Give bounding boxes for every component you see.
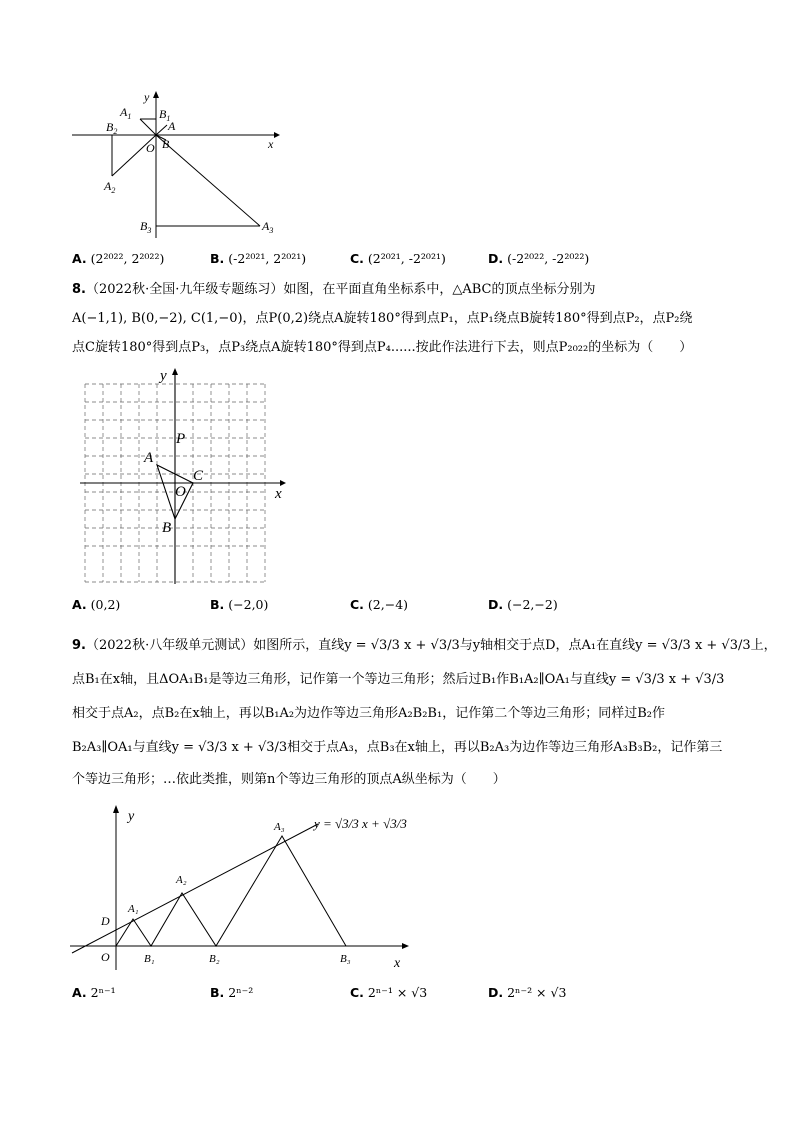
label-A1: A₁ (128, 903, 139, 915)
label-P: P (176, 431, 186, 447)
q8-option-d[interactable]: D. (−2,−2) (488, 597, 558, 612)
q9-line-5: 个等边三角形；…依此类推，则第n个等边三角形的顶点A纵坐标为（ ） (72, 772, 506, 787)
label-y: y (128, 809, 135, 824)
label-x: x (275, 486, 282, 502)
label-x: x (268, 137, 274, 151)
label-y: y (160, 368, 167, 384)
label-line-equation: y = √3/3 x + √3/3 (314, 816, 407, 831)
q8-option-b[interactable]: B. (−2,0) (210, 597, 269, 612)
label-y: y (144, 90, 150, 104)
q9-line-1: 9.（2022秋·八年级单元测试）如图所示，直线y = √3/3 x + √3/3与y轴相交于点D，点A₁在直线y = √3/3 x + √3/3上， (72, 638, 777, 653)
label-A1: $A_1$ (120, 105, 132, 121)
label-B1: $B_1$ (159, 107, 171, 123)
label-A: A (144, 450, 154, 466)
label-A3: A₃ (274, 821, 285, 833)
label-O: O (101, 950, 110, 964)
q7-option-b[interactable]: B. (-2²⁰²¹, 2²⁰²¹) (210, 251, 307, 266)
label-B1: B₁ (144, 953, 155, 965)
q8-line-2: A(−1,1), B(0,−2), C(1,−0)，点P(0,2)绕点A旋转180°得到点P₁，点P₁绕点B旋转180°得到点P₂，点P₂绕 (72, 311, 693, 326)
q9-line-4: B₂A₃∥OA₁与直线y = √3/3 x + √3/3相交于点A₃，点B₃在x轴上，再以B₂A₃为边作等边三角形A₃B₃B₂，记作第三 (72, 740, 723, 755)
figure-q8-grid (80, 366, 290, 586)
label-A3: $A_3$ (262, 219, 274, 235)
q9-option-a[interactable]: A. 2ⁿ⁻¹ (72, 985, 116, 1000)
q9-line-3: 相交于点A₂，点B₂在x轴上，再以B₁A₂为边作等边三角形A₂B₂B₁，记作第二个等边三角形；同样过B₂作 (72, 706, 665, 721)
label-A2: A₂ (176, 874, 187, 886)
label-B3: $B_3$ (140, 219, 152, 235)
q7-option-c[interactable]: C. (2²⁰²¹, -2²⁰²¹) (350, 251, 446, 266)
q9-line-2: 点B₁在x轴，且ΔOA₁B₁是等边三角形，记作第一个等边三角形；然后过B₁作B₁A₂∥OA₁与直线y = √3/3 x + √3/3 (72, 672, 725, 687)
figure-q9-triangles (68, 800, 420, 975)
q7-option-a[interactable]: A. (2²⁰²², 2²⁰²²) (72, 251, 165, 266)
q8-line-3: 点C旋转180°得到点P₃，点P₃绕点A旋转180°得到点P₄......按此作法进行下去，则点P₂₀₂₂的坐标为（ ） (72, 340, 693, 355)
figure-q7-rotation (70, 88, 290, 240)
label-O: O (146, 141, 155, 155)
label-O: O (175, 484, 186, 500)
label-B2: B₂ (209, 953, 220, 965)
label-D: D (101, 914, 110, 928)
q8-option-c[interactable]: C. (2,−4) (350, 597, 409, 612)
label-C: C (193, 468, 204, 484)
label-B: B (162, 137, 170, 151)
label-A2: $A_2$ (104, 179, 116, 195)
q8-option-a[interactable]: A. (0,2) (72, 597, 121, 612)
q9-option-d[interactable]: D. 2ⁿ⁻² × √3 (488, 985, 567, 1000)
q9-option-c[interactable]: C. 2ⁿ⁻¹ × √3 (350, 985, 428, 1000)
label-x: x (394, 956, 401, 971)
q7-option-d[interactable]: D. (-2²⁰²², -2²⁰²²) (488, 251, 590, 266)
label-B: B (162, 520, 172, 536)
q9-option-b[interactable]: B. 2ⁿ⁻² (210, 985, 254, 1000)
label-A: A (168, 119, 176, 133)
label-B2: $B_2$ (106, 120, 118, 136)
label-B3: B₃ (340, 953, 351, 965)
q8-line-1: 8.（2022秋·全国·九年级专题练习）如图，在平面直角坐标系中，△ABC的顶点坐标分别为 (72, 282, 596, 297)
